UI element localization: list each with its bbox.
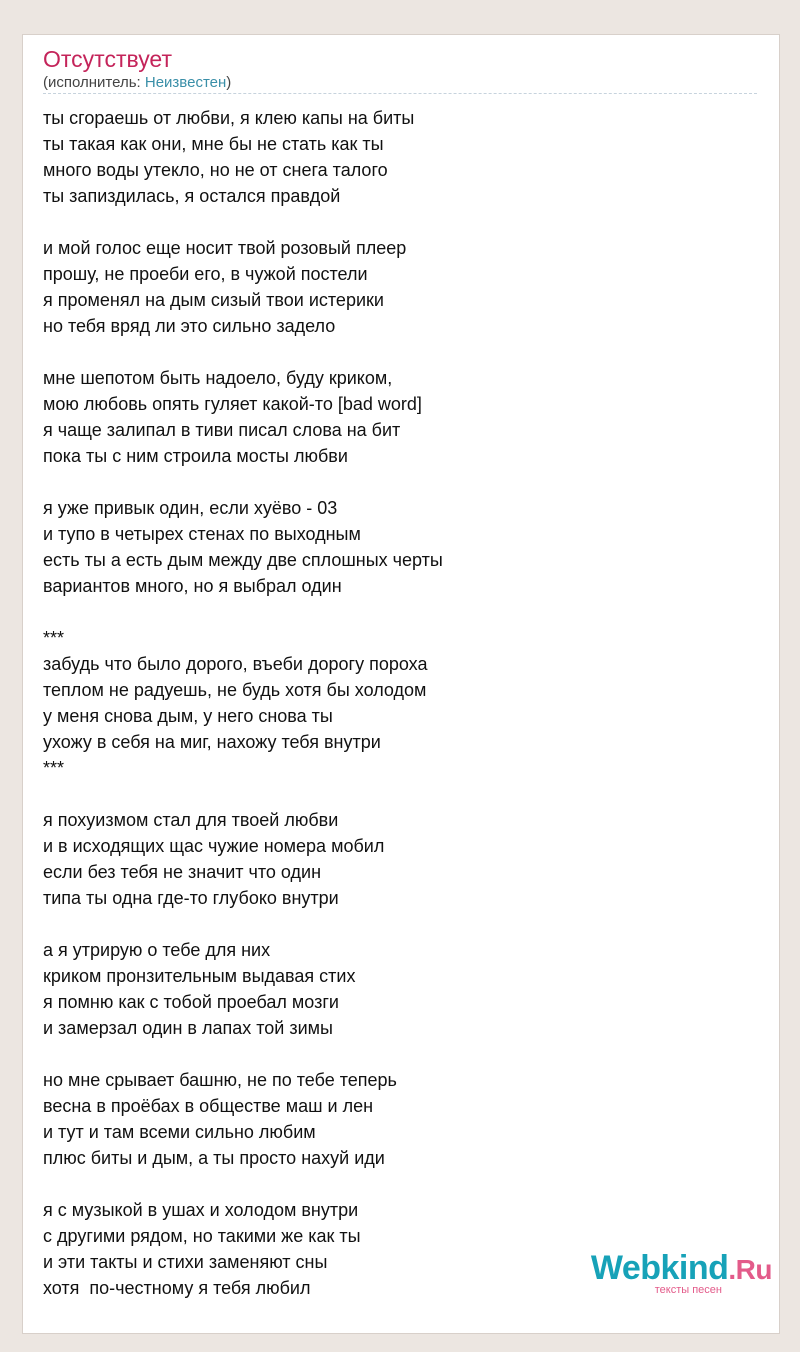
lyric-line: криком пронзительным выдавая стих [43,966,356,986]
lyric-line: ты такая как они, мне бы не стать как ты [43,134,384,154]
lyric-line: и тупо в четырех стенах по выходным [43,524,361,544]
lyric-line: и замерзал один в лапах той зимы [43,1018,333,1038]
lyric-line [43,1171,743,1197]
song-title: Отсутствует [43,46,172,72]
lyric-line: *** [43,758,65,778]
lyric-line: но тебя вряд ли это сильно задело [43,316,336,336]
logo-wordmark [591,1250,772,1288]
lyric-line: я променял на дым сизый твои истерики [43,290,384,310]
lyric-line: мою любовь опять гуляет какой-то [bad word] [43,394,422,414]
lyric-line: и мой голос еще носит твой розовый плеер [43,238,407,258]
lyric-line: ухожу в себя на миг, нахожу тебя внутри [43,732,381,752]
lyric-line: с другими рядом, но такими же как ты [43,1226,361,1246]
lyric-line: вариантов много, но я выбрал один [43,576,342,596]
lyric-line: весна в проёбах в обществе маш и лен [43,1096,374,1116]
lyric-line: я помню как с тобой проебал мозги [43,992,339,1012]
lyric-line: много воды утекло, но не от снега талого [43,160,388,180]
lyric-line [43,209,743,235]
lyric-line [43,911,743,937]
lyric-line: *** [43,628,65,648]
lyric-line: я с музыкой в ушах и холодом внутри [43,1200,359,1220]
lyric-line: типа ты одна где-то глубоко внутри [43,888,339,908]
lyric-line: ты запиздилась, я остался правдой [43,186,341,206]
header-divider [43,93,757,94]
lyrics-card [22,34,780,1334]
lyric-line: и тут и там всеми сильно любим [43,1122,316,1142]
artist-prefix: (исполнитель: [43,74,145,91]
lyric-line: я уже привык один, если хуёво - 03 [43,498,338,518]
lyric-line: и в исходящих щас чужие номера мобил [43,836,385,856]
lyric-line [43,1041,743,1067]
lyric-line: а я утрирую о тебе для них [43,940,271,960]
lyric-line [43,469,743,495]
lyric-line [43,339,743,365]
lyric-line: если без тебя не значит что один [43,862,322,882]
logo-main-text: Webkind [590,1249,729,1287]
lyric-line: я похуизмом стал для твоей любви [43,810,339,830]
lyric-line: забудь что было дорого, въеби дорогу пороха [43,654,428,674]
logo-tld: .Ru [728,1254,772,1285]
lyric-line: плюс биты и дым, а ты просто нахуй иди [43,1148,385,1168]
lyric-line: и эти такты и стихи заменяют сны [43,1252,328,1272]
lyric-line [43,599,743,625]
lyric-line: мне шепотом быть надоело, буду криком, [43,368,393,388]
lyric-line: я чаще залипал в тиви писал слова на бит [43,420,401,440]
artist-link[interactable]: Неизвестен [144,74,227,91]
lyric-line: есть ты а есть дым между две сплошных черты [43,550,443,570]
site-logo[interactable] [591,1250,772,1296]
lyric-line: хотя по-честному я тебя любил [43,1278,311,1298]
lyrics-text [43,105,743,1301]
artist-suffix: ) [226,74,232,91]
lyric-line: теплом не радуешь, не будь хотя бы холодом [43,680,427,700]
lyric-line: но мне срывает башню, не по тебе теперь [43,1070,397,1090]
lyric-line: ты сгораешь от любви, я клею капы на биты [43,108,415,128]
logo-tagline: тексты песен [654,1284,722,1296]
lyric-line: у меня снова дым, у него снова ты [43,706,333,726]
lyric-line: пока ты с ним строила мосты любви [43,446,348,466]
artist-line [43,73,231,93]
lyric-line: прошу, не проеби его, в чужой постели [43,264,368,284]
lyric-line [43,781,743,807]
